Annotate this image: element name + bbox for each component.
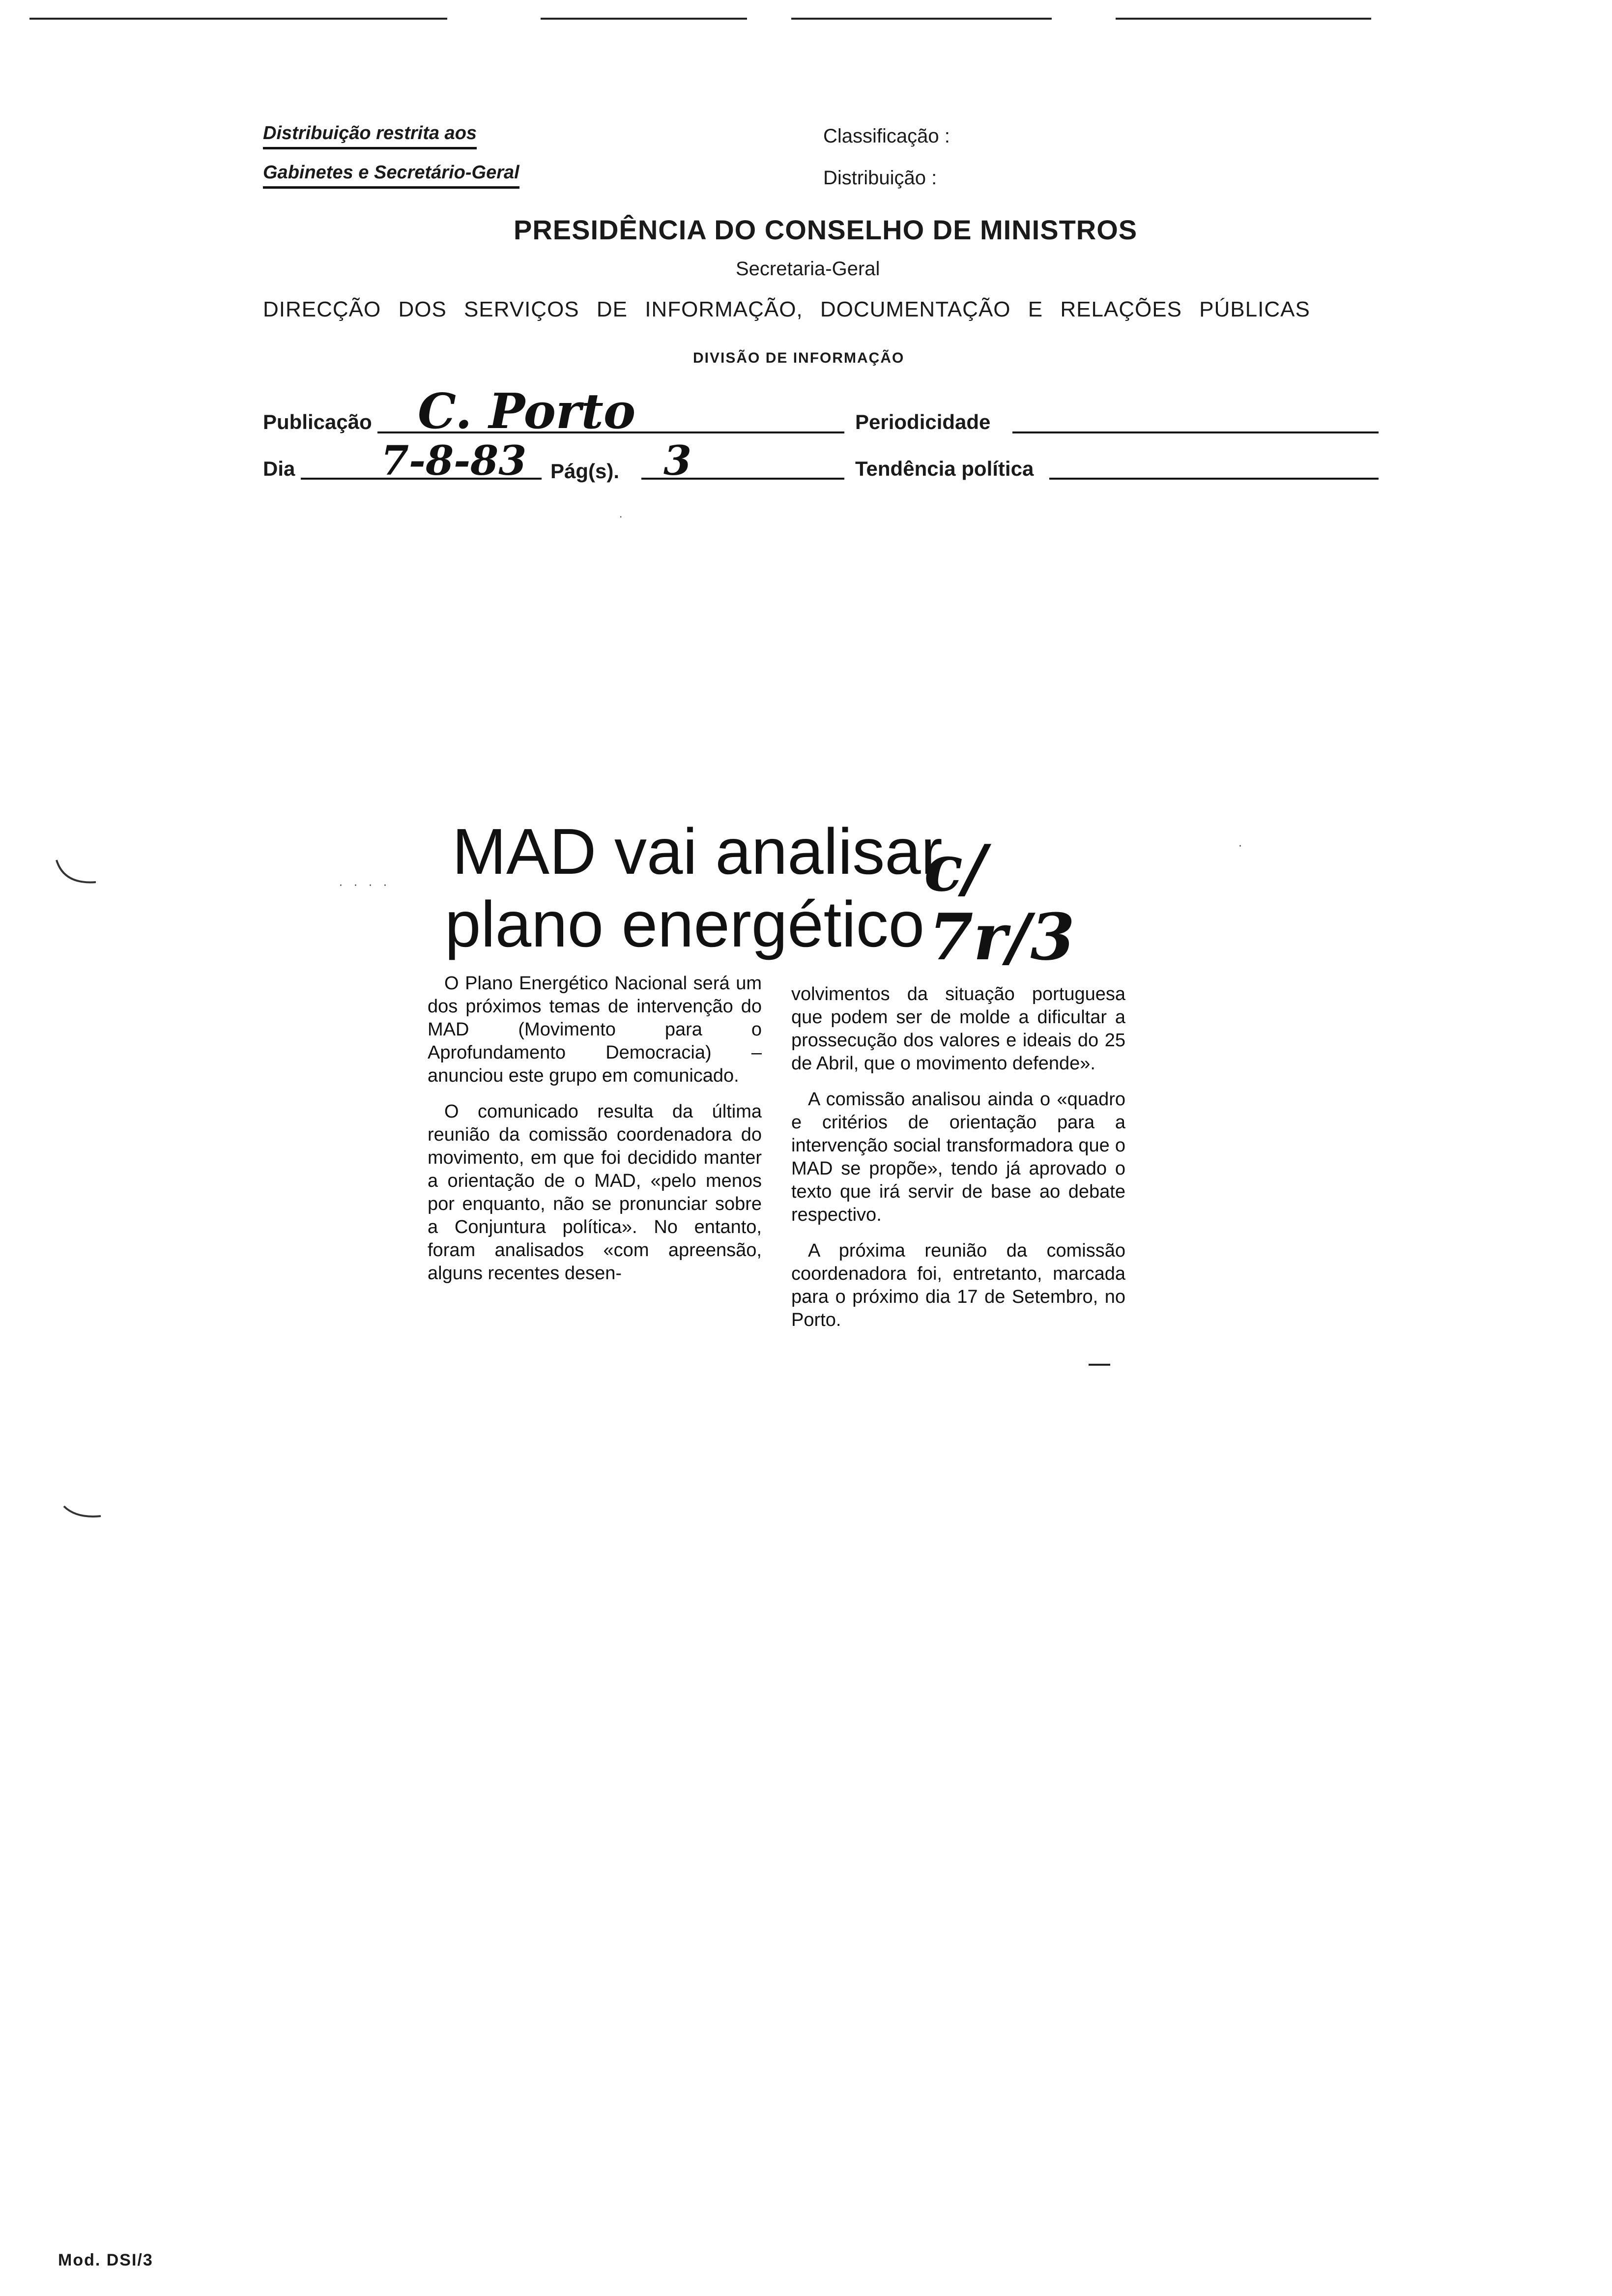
article-end-dash [1089,1364,1110,1366]
article-column-1 [428,972,762,1298]
handwritten-note-line-2: 7r/3 [929,899,1075,975]
dia-value: 7-8-83 [381,437,527,485]
subtitle: Secretaria-Geral [736,258,880,280]
periodicidade-line [1012,431,1379,433]
punch-hole-mark-upper [52,855,101,890]
classificacao-label: Classificação : [823,125,950,147]
page-title: PRESIDÊNCIA DO CONSELHO DE MINISTROS [514,214,1138,245]
model-number: Mod. DSI/3 [58,2251,153,2269]
publicacao-label: Publicação [263,410,372,433]
scan-speck: · [619,511,623,523]
top-rule-1 [29,18,447,20]
tendencia-label: Tendência política [855,457,1034,480]
scan-speck: · [1238,840,1242,853]
punch-hole-mark-lower [61,1504,106,1523]
dia-label: Dia [263,457,295,480]
divisao-label: DIVISÃO DE INFORMAÇÃO [693,350,905,366]
article-paragraph: volvimentos da situação portuguesa que podem ser de molde a dificultar a prossecução dos valores e ideais do 25 de Abril, que o movimento defende». [791,984,1125,1074]
headline-line-1: MAD vai analisar [452,815,943,888]
distribuicao-label: Distribuição : [823,167,937,189]
article-paragraph: A próxima reunião da comissão coordenadora foi, entretanto, marcada para o próximo dia 17 de Setembro, no Porto. [791,1240,1125,1330]
handwritten-note-line-1: c/ [924,831,986,906]
publicacao-value: C. Porto [418,383,636,440]
headline-line-2: plano energético [445,888,925,960]
pags-value: 3 [663,437,692,485]
top-rule-4 [1116,18,1371,20]
top-rule-3 [791,18,1052,20]
scan-speck: · · · · [339,880,391,892]
direccao-line: DIRECÇÃO DOS SERVIÇOS DE INFORMAÇÃO, DOCUMENTAÇÃO E RELAÇÕES PÚBLICAS [263,297,1310,321]
periodicidade-label: Periodicidade [855,410,991,433]
tendencia-line [1049,478,1379,480]
article-paragraph: O comunicado resulta da última reunião da comissão coordenadora do movimento, em que foi decidido manter a orientação de o MAD, «pelo menos por enquanto, não se pronunciar sobre a Conjuntura política». No entanto, foram analisados «com apreensão, alguns recentes desen- [428,1101,762,1284]
pags-label: Pág(s). [550,459,620,483]
restricted-line-2: Gabinetes e Secretário-Geral [263,162,519,189]
article-column-2 [791,983,1125,1345]
article-paragraph: A comissão analisou ainda o «quadro e critérios de orientação para a intervenção social transformadora que o MAD se propõe», tendo já aprovado o texto que irá servir de base ao debate respectivo. [791,1089,1125,1225]
restricted-line-1: Distribuição restrita aos [263,123,477,149]
article-paragraph: O Plano Energético Nacional será um dos próximos temas de intervenção do MAD (Movimento para o Aprofundamento Democracia) – anunciou este grupo em comunicado. [428,973,762,1086]
top-rule-2 [541,18,747,20]
